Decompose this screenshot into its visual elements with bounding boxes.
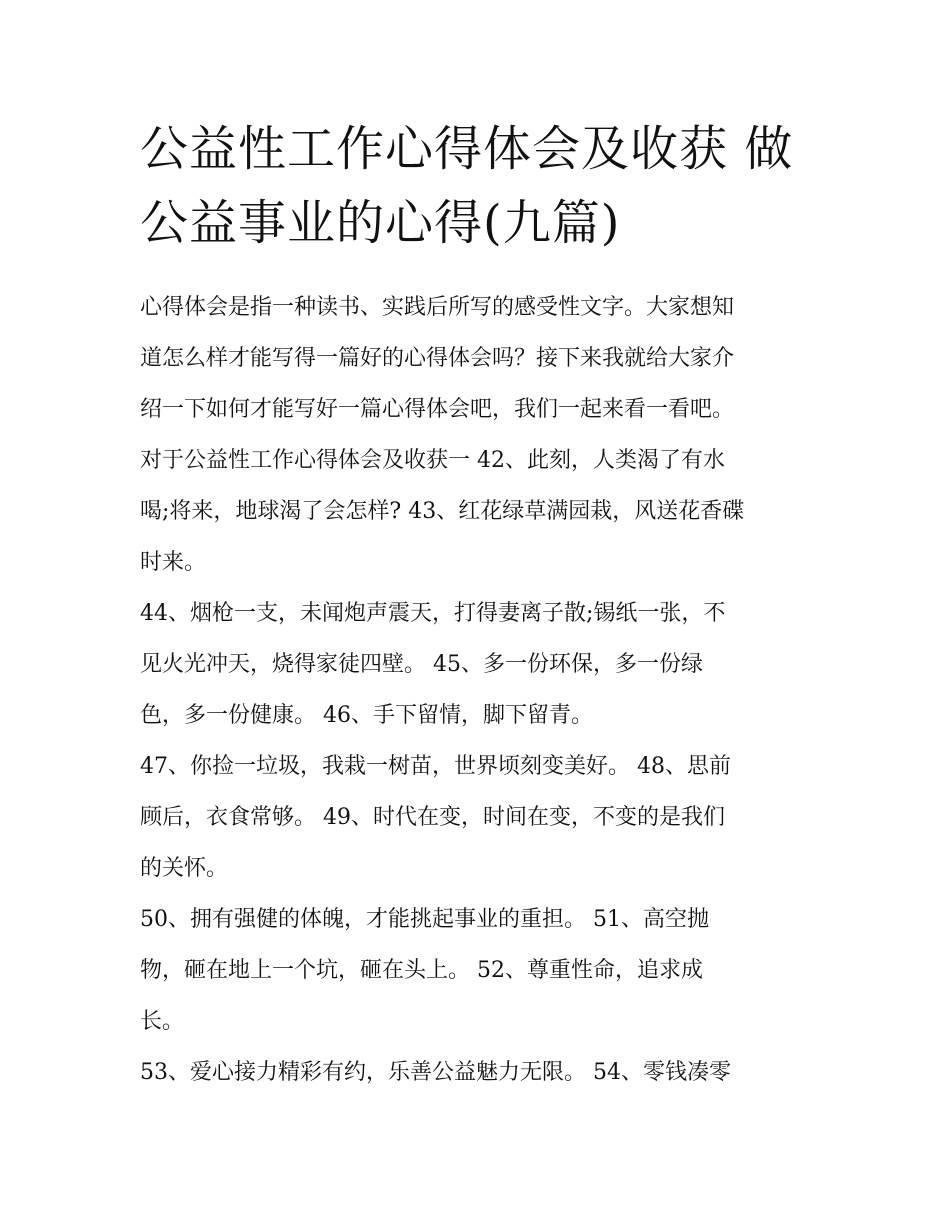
- paragraph: [140, 894, 840, 1047]
- text-line: 顾后，衣食常够。 49、时代在变，时间在变，不变的是我们: [140, 805, 725, 830]
- text-line: 44、烟枪一支，未闻炮声震天，打得妻离子散;锡纸一张，不: [140, 601, 726, 626]
- text-line: 的关怀。: [140, 856, 229, 881]
- text-line: 心得体会是指一种读书、实践后所写的感受性文字。大家想知: [140, 295, 735, 320]
- text-line: 见火光冲天，烧得家徒四壁。 45、多一份环保，多一份绿: [140, 652, 703, 677]
- text-line: 对于公益性工作心得体会及收获一 42、此刻，人类渴了有水: [140, 448, 725, 473]
- text-line: 物，砸在地上一个坑，砸在头上。 52、尊重性命，追求成: [140, 958, 703, 983]
- title-line: 公益事业的心得(九篇): [140, 195, 621, 251]
- title-line: 公益性工作心得体会及收获 做: [140, 121, 794, 177]
- text-line: 道怎么样才能写得一篇好的心得体会吗？接下来我就给大家介: [140, 346, 735, 371]
- paragraph: [140, 741, 840, 894]
- text-line: 长。: [140, 1009, 185, 1034]
- text-line: 53、爱心接力精彩有约，乐善公益魅力无限。 54、零钱凑零: [140, 1060, 731, 1085]
- text-line: 50、拥有强健的体魄，才能挑起事业的重担。 51、高空抛: [140, 907, 709, 932]
- text-line: 绍一下如何才能写好一篇心得体会吧，我们一起来看一看吧。: [140, 397, 735, 422]
- paragraph: [140, 1047, 840, 1098]
- document-title: [140, 112, 840, 260]
- text-line: 时来。: [140, 550, 207, 575]
- text-line: 喝;将来，地球渴了会怎样? 43、红花绿草满园栽，风送花香碟: [140, 499, 745, 524]
- document-body: [140, 282, 840, 1098]
- paragraph: [140, 588, 840, 741]
- text-line: 色，多一份健康。 46、手下留情，脚下留青。: [140, 703, 593, 728]
- paragraph: [140, 282, 840, 588]
- text-line: 47、你捡一垃圾，我栽一树苗，世界顷刻变美好。 48、思前: [140, 754, 731, 779]
